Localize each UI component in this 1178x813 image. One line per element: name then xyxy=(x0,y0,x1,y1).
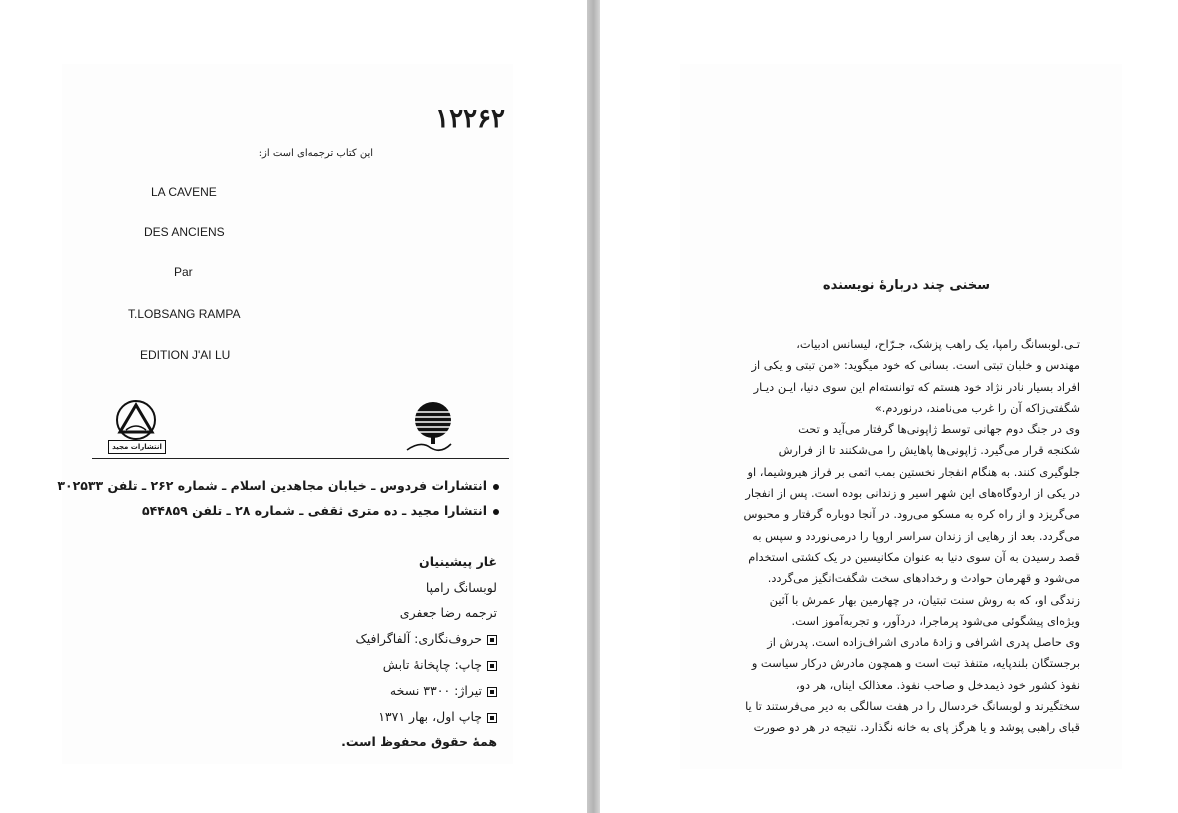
original-title-line-1: LA CAVENE xyxy=(151,185,217,199)
text-line: ویژه‌ای پیشگوئی می‌شود پرماجرا، دردآور، و تجربه‌آموز است. xyxy=(791,613,1080,628)
original-title-line-2: DES ANCIENS xyxy=(144,225,225,239)
translation-note: این کتاب ترجمه‌ای است از: xyxy=(258,148,373,159)
page-gutter xyxy=(587,0,600,813)
left-page-scan xyxy=(57,64,513,764)
rights-notice: همهٔ حقوق محفوظ است. xyxy=(341,734,497,749)
translator: ترجمه رضا جعفری xyxy=(399,605,497,620)
text-line: وی در جنگ دوم جهانی توسط ژاپونی‌ها گرفتار می‌آید و تحت xyxy=(798,422,1080,437)
left-page xyxy=(0,0,587,813)
text-line: می‌شود و قهرمان حوادث و رخدادهای سخت شگفت‌انگیز می‌گردد. xyxy=(767,571,1080,586)
text-line: می‌گردد. بعد از رهایی از زندان سراسر اروپا را درمی‌نوردد و سپس به xyxy=(752,528,1080,543)
section-heading: سخنی چند دربارهٔ نویسنده xyxy=(822,278,990,293)
square-bullet-icon xyxy=(487,661,497,671)
text-line: افراد بسیار نادر نژاد خود هستم که توانسته‌ام این سوی دنیا، ایـن دیـار xyxy=(753,379,1080,394)
publisher-logo-majid xyxy=(108,400,164,451)
text-line: وی حاصل پدری اشرافی و زادهٔ مادری اشراف‌زاده است. پدرش از xyxy=(767,635,1080,650)
author: لوبسانگ رامپا xyxy=(425,580,497,595)
detail-edition: چاپ اول، بهار ۱۳۷۱ xyxy=(378,709,497,724)
tree-emblem-icon xyxy=(401,400,461,454)
original-title-line-3: Par xyxy=(174,265,193,279)
square-bullet-icon xyxy=(487,635,497,645)
divider-rule xyxy=(92,458,509,459)
text-line: شگفتی‌زاکه آن را غرب می‌نامند، درنوردم.» xyxy=(874,400,1080,415)
original-title-line-5: EDITION J'AI LU xyxy=(140,348,231,362)
publisher-line-1: انتشارات فردوس ـ خیابان مجاهدین اسلام ـ شماره ۲۶۲ ـ تلفن ۳۰۲۵۳۳ xyxy=(57,478,499,493)
logo-caption: انتشارات مجید xyxy=(108,440,166,454)
right-page xyxy=(600,0,1178,813)
square-bullet-icon xyxy=(487,687,497,697)
text-line: برجستگان بلندپایه، متنفذ تبت است و همچون مادرش درکار سیاست و xyxy=(751,656,1080,671)
text-line: تـی.لوبسانگ رامپا، یک راهب پزشک، جـرّاح، لیسانس ادبیات، xyxy=(796,337,1080,351)
text-line: نفوذ کشور خود ذیمدخل و صاحب نفوذ. معذالک ایناں، هر دو، xyxy=(795,677,1080,692)
detail-circulation: تیراژ: ۳۳۰۰ نسخه xyxy=(390,683,497,698)
text-line: شکنجه قرار می‌گیرد. ژاپونی‌ها پاهایش را می‌شکنند تا از فرارش xyxy=(778,443,1080,458)
triangle-book-icon xyxy=(108,400,164,440)
text-line: مهندس و خلبان تبتی است. بسانی که خود میگوید: «من تبتی و یکی از xyxy=(751,358,1080,373)
text-line: سختگیرند و لوبسانگ خردسال را در هفت سالگی به دیر می‌فرستند تا یا xyxy=(745,699,1080,714)
code-number: ۱۲۲۶۲ xyxy=(435,104,505,134)
text-line: در یکی از اردوگاه‌های این شهر اسیر و زندانی بوده است. پس از انفجار xyxy=(745,486,1080,501)
text-line: زندگی او، که به روش سنت تبتیان، در چهارمین بهار عمرش با آئین xyxy=(769,592,1080,607)
publisher-logo-ferdows xyxy=(401,400,461,454)
text-line: قبای راهبی پوشد و یا هرگز پای به خانه نگذارد. نتیجه در هر دو صورت xyxy=(753,720,1080,735)
detail-printing: چاپ: چاپخانهٔ تابش xyxy=(383,657,497,672)
publisher-line-2: انتشارا مجید ـ ده متری ثقفی ـ شماره ۲۸ ـ تلفن ۵۴۴۸۵۹ xyxy=(142,503,499,518)
bullet-icon xyxy=(493,509,499,515)
square-bullet-icon xyxy=(487,713,497,723)
book-title: غار پیشینیان xyxy=(419,554,497,569)
right-page-scan xyxy=(680,64,1122,769)
text-line: می‌گریزد و از راه کره به مسکو می‌رود. در آنجا دوباره گرفتار و محبوس xyxy=(743,507,1080,522)
original-title-line-4: T.LOBSANG RAMPA xyxy=(128,307,241,321)
bullet-icon xyxy=(493,484,499,490)
body-text xyxy=(743,334,1080,739)
text-line: قصد رسیدن به آن سوی دنیا به عنوان مکانیسین در یک کشتی استخدام xyxy=(748,549,1080,564)
detail-typesetting: حروف‌نگاری: آلفاگرافیک xyxy=(356,631,497,646)
text-line: جلوگیری کنند. به هنگام انفجار نخستین بمب اتمی بر فراز هیروشیما، او xyxy=(747,464,1080,479)
